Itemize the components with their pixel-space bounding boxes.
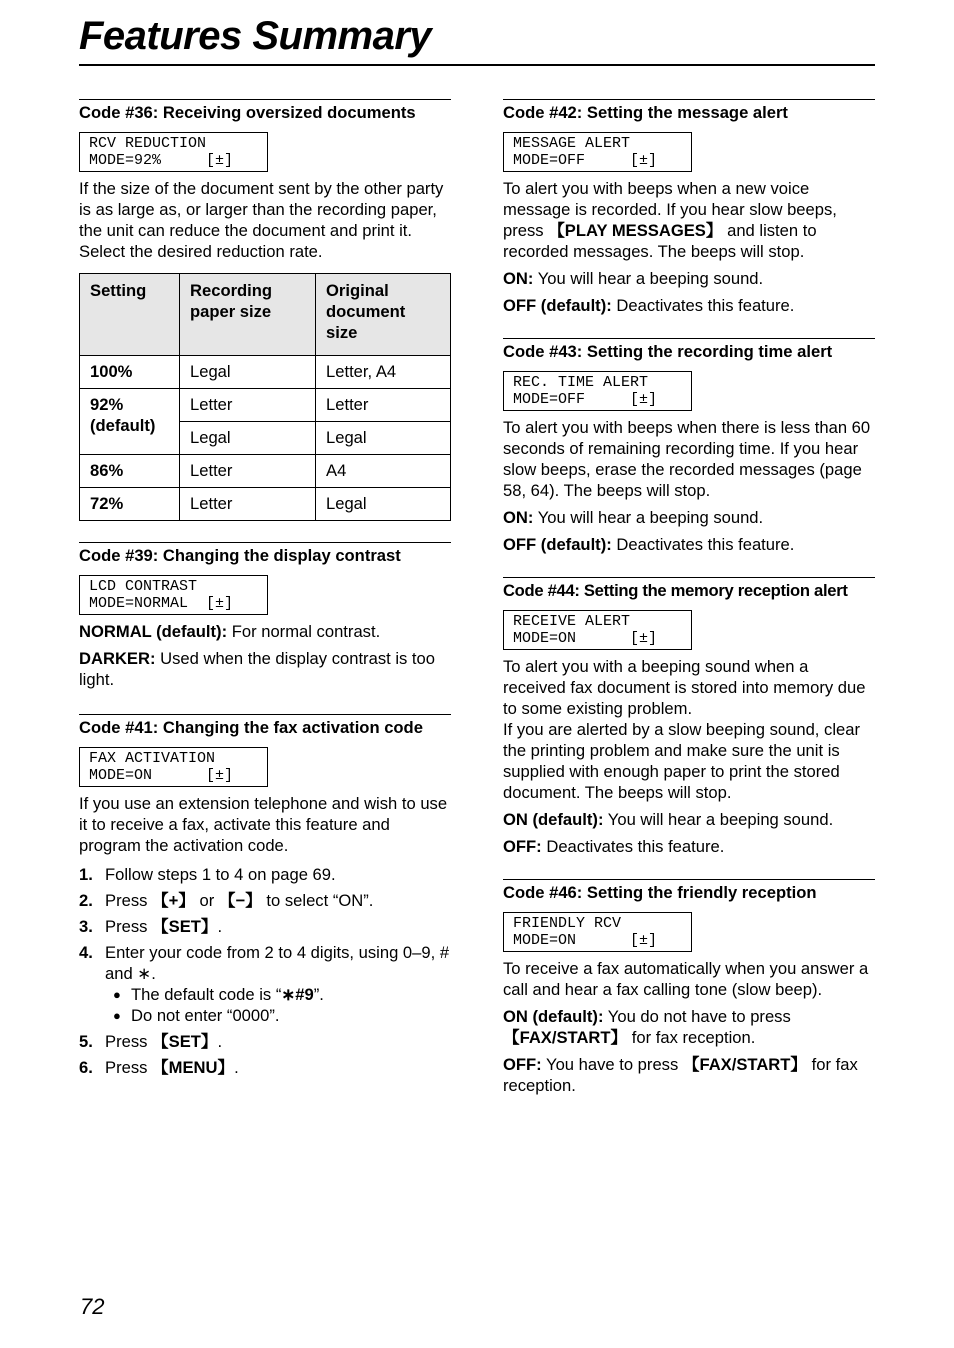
lcd-line-1: RCV REDUCTION	[89, 135, 207, 152]
option-text: Deactivates this feature.	[541, 837, 725, 856]
table-header-row	[80, 274, 451, 356]
step-text: .	[217, 1032, 223, 1051]
option-on	[503, 1006, 875, 1048]
table-cell: Legal	[316, 422, 451, 455]
fax-start-key: 【FAX/START】	[503, 1028, 628, 1047]
option-text: for fax reception.	[627, 1028, 756, 1047]
option-off	[503, 295, 875, 316]
step-number: 1.	[79, 865, 93, 884]
lcd-display	[503, 371, 692, 411]
section-code-43	[503, 338, 875, 577]
step-text: Follow steps 1 to 4 on page 69.	[105, 865, 336, 884]
step-item	[79, 916, 451, 937]
section-title: Code #36: Receiving oversized documents	[79, 103, 416, 122]
option-text: You will hear a beeping sound.	[533, 269, 764, 288]
right-column	[503, 99, 875, 1102]
option-label: OFF (default):	[503, 535, 612, 554]
option-off	[503, 534, 875, 555]
option-text: Deactivates this feature.	[611, 535, 795, 554]
left-column	[79, 99, 451, 1083]
section-body: To receive a fax automatically when you answer a call and hear a fax calling tone (slow beep).	[503, 959, 869, 999]
option-off	[503, 836, 875, 857]
table-row	[80, 455, 451, 488]
table-header: Recording paper size	[180, 274, 316, 356]
step-text: Press	[105, 917, 153, 936]
lcd-line-2: MODE=ON [±]	[513, 630, 658, 647]
lcd-line-1: LCD CONTRAST	[89, 578, 198, 595]
option-on	[503, 809, 875, 830]
section-body: To alert you with a beeping sound when a received fax document is stored into memory due to some existing problem.	[503, 657, 866, 718]
table-cell: Letter	[180, 389, 316, 422]
table-cell: Letter	[180, 455, 316, 488]
option-label: ON:	[503, 508, 534, 527]
section-title: Code #46: Setting the friendly reception	[503, 883, 817, 902]
plus-key: 【+】	[152, 891, 195, 910]
lcd-display	[79, 747, 268, 787]
option-text: You do not have to press	[603, 1007, 791, 1026]
option-label: OFF:	[503, 1055, 542, 1074]
table-row	[80, 488, 451, 521]
option-on	[503, 507, 875, 528]
reduction-table	[79, 273, 451, 521]
lcd-line-1: FRIENDLY RCV	[513, 915, 622, 932]
option-darker	[79, 648, 451, 690]
option-text: Used when the display contrast is too light.	[79, 649, 435, 689]
bullet-item: ● Do not enter “0000”.	[105, 1005, 451, 1026]
option-label: ON:	[503, 269, 534, 288]
option-label: NORMAL (default):	[79, 622, 228, 641]
lcd-line-1: RECEIVE ALERT	[513, 613, 631, 630]
table-cell: A4	[316, 455, 451, 488]
step-text: Press	[105, 1058, 153, 1077]
option-label: OFF:	[503, 837, 542, 856]
section-code-36	[79, 99, 451, 521]
body-text: and listen to recorded messages. The beeps will stop.	[503, 221, 817, 261]
section-title: Code #39: Changing the display contrast	[79, 546, 401, 565]
step-text: Press	[105, 891, 153, 910]
lcd-line-1: MESSAGE ALERT	[513, 135, 631, 152]
option-text: Deactivates this feature.	[611, 296, 795, 315]
step-text: .	[217, 917, 223, 936]
step-item	[79, 1031, 451, 1052]
table-header: Original document size	[316, 274, 451, 356]
bullet-list	[105, 984, 451, 1026]
option-normal	[79, 621, 451, 642]
lcd-line-1: FAX ACTIVATION	[89, 750, 216, 767]
lcd-display	[79, 132, 268, 172]
table-cell: 92% (default)	[80, 389, 180, 455]
play-messages-key: 【PLAY MESSAGES】	[548, 221, 723, 240]
option-label: ON (default):	[503, 1007, 604, 1026]
set-key: 【SET】	[152, 917, 218, 936]
section-body: If you use an extension telephone and wish to use it to receive a fax, activate this feature and program the activation code.	[79, 794, 448, 855]
title-rule	[79, 64, 875, 66]
lcd-line-2: MODE=OFF [±]	[513, 152, 658, 169]
step-text: Press	[105, 1032, 153, 1051]
section-code-42	[503, 99, 875, 338]
option-label: DARKER:	[79, 649, 156, 668]
step-number: 4.	[79, 943, 93, 962]
table-cell: 100%	[80, 356, 180, 389]
page-title: Features Summary	[79, 14, 432, 58]
step-text: to select “ON”.	[261, 891, 374, 910]
table-cell: Legal	[180, 356, 316, 389]
bullet-text: ”.	[313, 985, 324, 1004]
section-code-44	[503, 577, 875, 879]
lcd-display	[79, 575, 268, 615]
table-cell: 72%	[80, 488, 180, 521]
step-text: .	[234, 1058, 239, 1077]
section-body	[503, 178, 875, 262]
step-number: 3.	[79, 917, 93, 936]
fax-start-key: 【FAX/START】	[682, 1055, 808, 1074]
table-header: Setting	[80, 274, 180, 356]
option-text: You have to press	[541, 1055, 683, 1074]
step-number: 5.	[79, 1032, 93, 1051]
step-text: Enter your code from 2 to 4 digits, using 0–9, # and ∗.	[105, 943, 450, 983]
section-title: Code #43: Setting the recording time alert	[503, 342, 833, 361]
lcd-display	[503, 132, 692, 172]
step-item	[79, 1057, 451, 1078]
table-row	[80, 356, 451, 389]
option-text: For normal contrast.	[227, 622, 381, 641]
table-cell: Legal	[180, 422, 316, 455]
section-code-39	[79, 542, 451, 714]
section-title: Code #42: Setting the message alert	[503, 103, 788, 122]
minus-key: 【−】	[218, 891, 262, 910]
option-label: ON (default):	[503, 810, 604, 829]
lcd-display	[503, 912, 692, 952]
option-text: You will hear a beeping sound.	[533, 508, 764, 527]
lcd-line-2: MODE=92% [±]	[89, 152, 234, 169]
step-item	[79, 942, 451, 1026]
step-item	[79, 864, 451, 885]
section-title: Code #44: Setting the memory reception alert	[503, 581, 848, 600]
table-cell: Letter	[316, 389, 451, 422]
bullet-text: The default code is “	[131, 985, 282, 1004]
option-text: You will hear a beeping sound.	[603, 810, 834, 829]
lcd-line-2: MODE=ON [±]	[513, 932, 658, 949]
section-body: If you are alerted by a slow beeping sound, clear the printing problem and make sure the unit is supplied with enough paper to print the stored document. The beeps will stop.	[503, 720, 860, 802]
step-text: or	[194, 891, 219, 910]
steps-list	[79, 864, 451, 1078]
lcd-line-2: MODE=OFF [±]	[513, 391, 658, 408]
table-cell: Letter	[180, 488, 316, 521]
option-text: for fax reception.	[503, 1055, 858, 1095]
page-number: 72	[80, 1294, 105, 1319]
menu-key: 【MENU】	[152, 1058, 235, 1077]
default-code: ∗#9	[281, 985, 314, 1004]
body-text: To alert you with beeps when a new voice message is recorded. If you hear slow beeps, press	[503, 179, 837, 240]
lcd-line-1: REC. TIME ALERT	[513, 374, 649, 391]
section-code-46	[503, 879, 875, 1096]
bullet-item	[105, 984, 451, 1005]
option-off	[503, 1054, 875, 1096]
section-body: If the size of the document sent by the other party is as large as, or larger than the recording paper, the unit can reduce the document and print it. Select the desired reduction rate.	[79, 179, 444, 261]
table-cell: Legal	[316, 488, 451, 521]
section-title: Code #41: Changing the fax activation code	[79, 718, 423, 737]
option-on	[503, 268, 875, 289]
table-cell: Letter, A4	[316, 356, 451, 389]
step-number: 2.	[79, 891, 93, 910]
option-label: OFF (default):	[503, 296, 612, 315]
table-cell: 86%	[80, 455, 180, 488]
step-number: 6.	[79, 1058, 93, 1077]
lcd-display	[503, 610, 692, 650]
section-body: To alert you with beeps when there is less than 60 seconds of remaining recording time. If you hear slow beeps, erase the recorded messages (page 58, 64). The beeps will stop.	[503, 418, 871, 500]
table-row	[80, 389, 451, 422]
set-key: 【SET】	[152, 1032, 218, 1051]
step-item	[79, 890, 451, 911]
lcd-line-2: MODE=ON [±]	[89, 767, 234, 784]
lcd-line-2: MODE=NORMAL [±]	[89, 595, 234, 612]
section-code-41	[79, 714, 451, 1078]
